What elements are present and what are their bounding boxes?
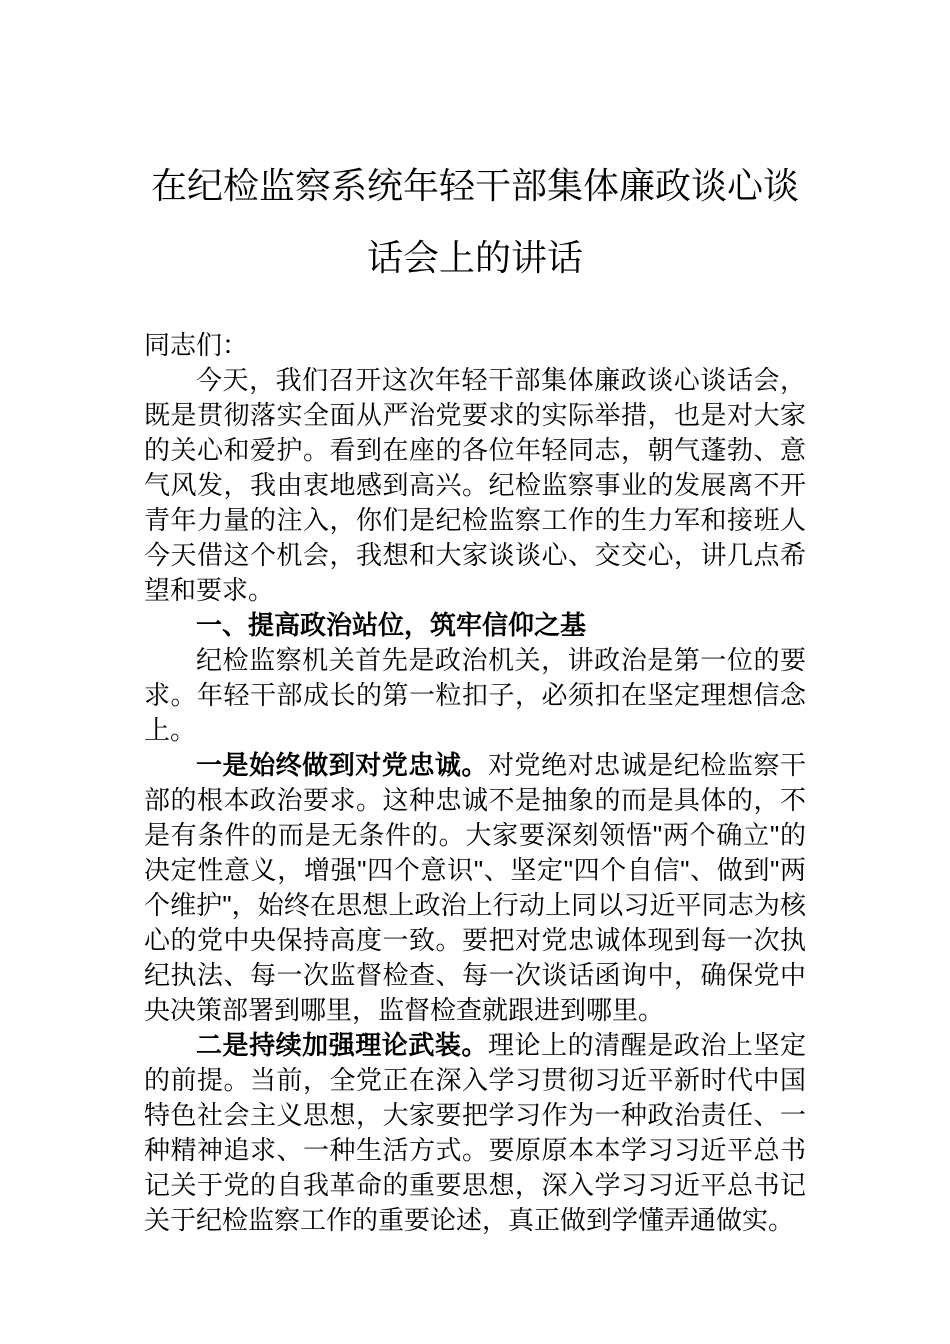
paragraph-run: 对党绝对忠诚是纪检监察干部的根本政治要求。这种忠诚不是抽象的而是具体的，不是有条件的而是无条件的。大家要深刻领悟"两个确立"的决定性意义，增强"四个意识"、坚定"四个自信"、做到"两个维护"，始终在思想上政治上行动上同以习近平同志为核心的党中央保持高度一致。要把对党忠诚体现到每一次执纪执法、每一次监督检查、每一次谈话函询中，确保党中央决策部署到哪里，监督检查就跟进到哪里。 — [144, 750, 806, 1025]
document-title: 在纪检监察系统年轻干部集体廉政谈心谈话会上的讲话 — [150, 165, 799, 278]
paragraph — [144, 363, 806, 608]
paragraph-bold-run: 一是始终做到对党忠诚。 — [196, 750, 488, 780]
paragraph — [144, 643, 806, 748]
paragraph — [144, 608, 806, 643]
paragraph-run: 今天，我们召开这次年轻干部集体廉政谈心谈话会，既是贯彻落实全面从严治党要求的实际举措，也是对大家的关心和爱护。看到在座的各位年轻同志，朝气蓬勃、意气风发，我由衷地感到高兴。纪检监察事业的发展离不开青年力量的注入，你们是纪检监察工作的生力军和接班人今天借这个机会，我想和大家谈谈心、交交心，讲几点希望和要求。 — [144, 365, 806, 605]
paragraph — [144, 748, 806, 1028]
document-body — [144, 328, 806, 1238]
paragraph — [144, 328, 806, 363]
paragraph-bold-run: 二是持续加强理论武装。 — [196, 1030, 488, 1060]
paragraph-run: 纪检监察机关首先是政治机关，讲政治是第一位的要求。年轻干部成长的第一粒扣子，必须扣在坚定理想信念上。 — [144, 645, 806, 745]
paragraph-run: 理论上的清醒是政治上坚定的前提。当前，全党正在深入学习贯彻习近平新时代中国特色社会主义思想，大家要把学习作为一种政治责任、一种精神追求、一种生活方式。要原原本本学习习近平总书记关于党的自我革命的重要思想，深入学习习近平总书记关于纪检监察工作的重要论述，真正做到学懂弄通做实。 — [144, 1030, 806, 1235]
paragraph-run: 同志们： — [144, 330, 249, 360]
paragraph-bold-run: 一、提高政治站位，筑牢信仰之基 — [196, 610, 587, 640]
paragraph — [144, 1028, 806, 1238]
